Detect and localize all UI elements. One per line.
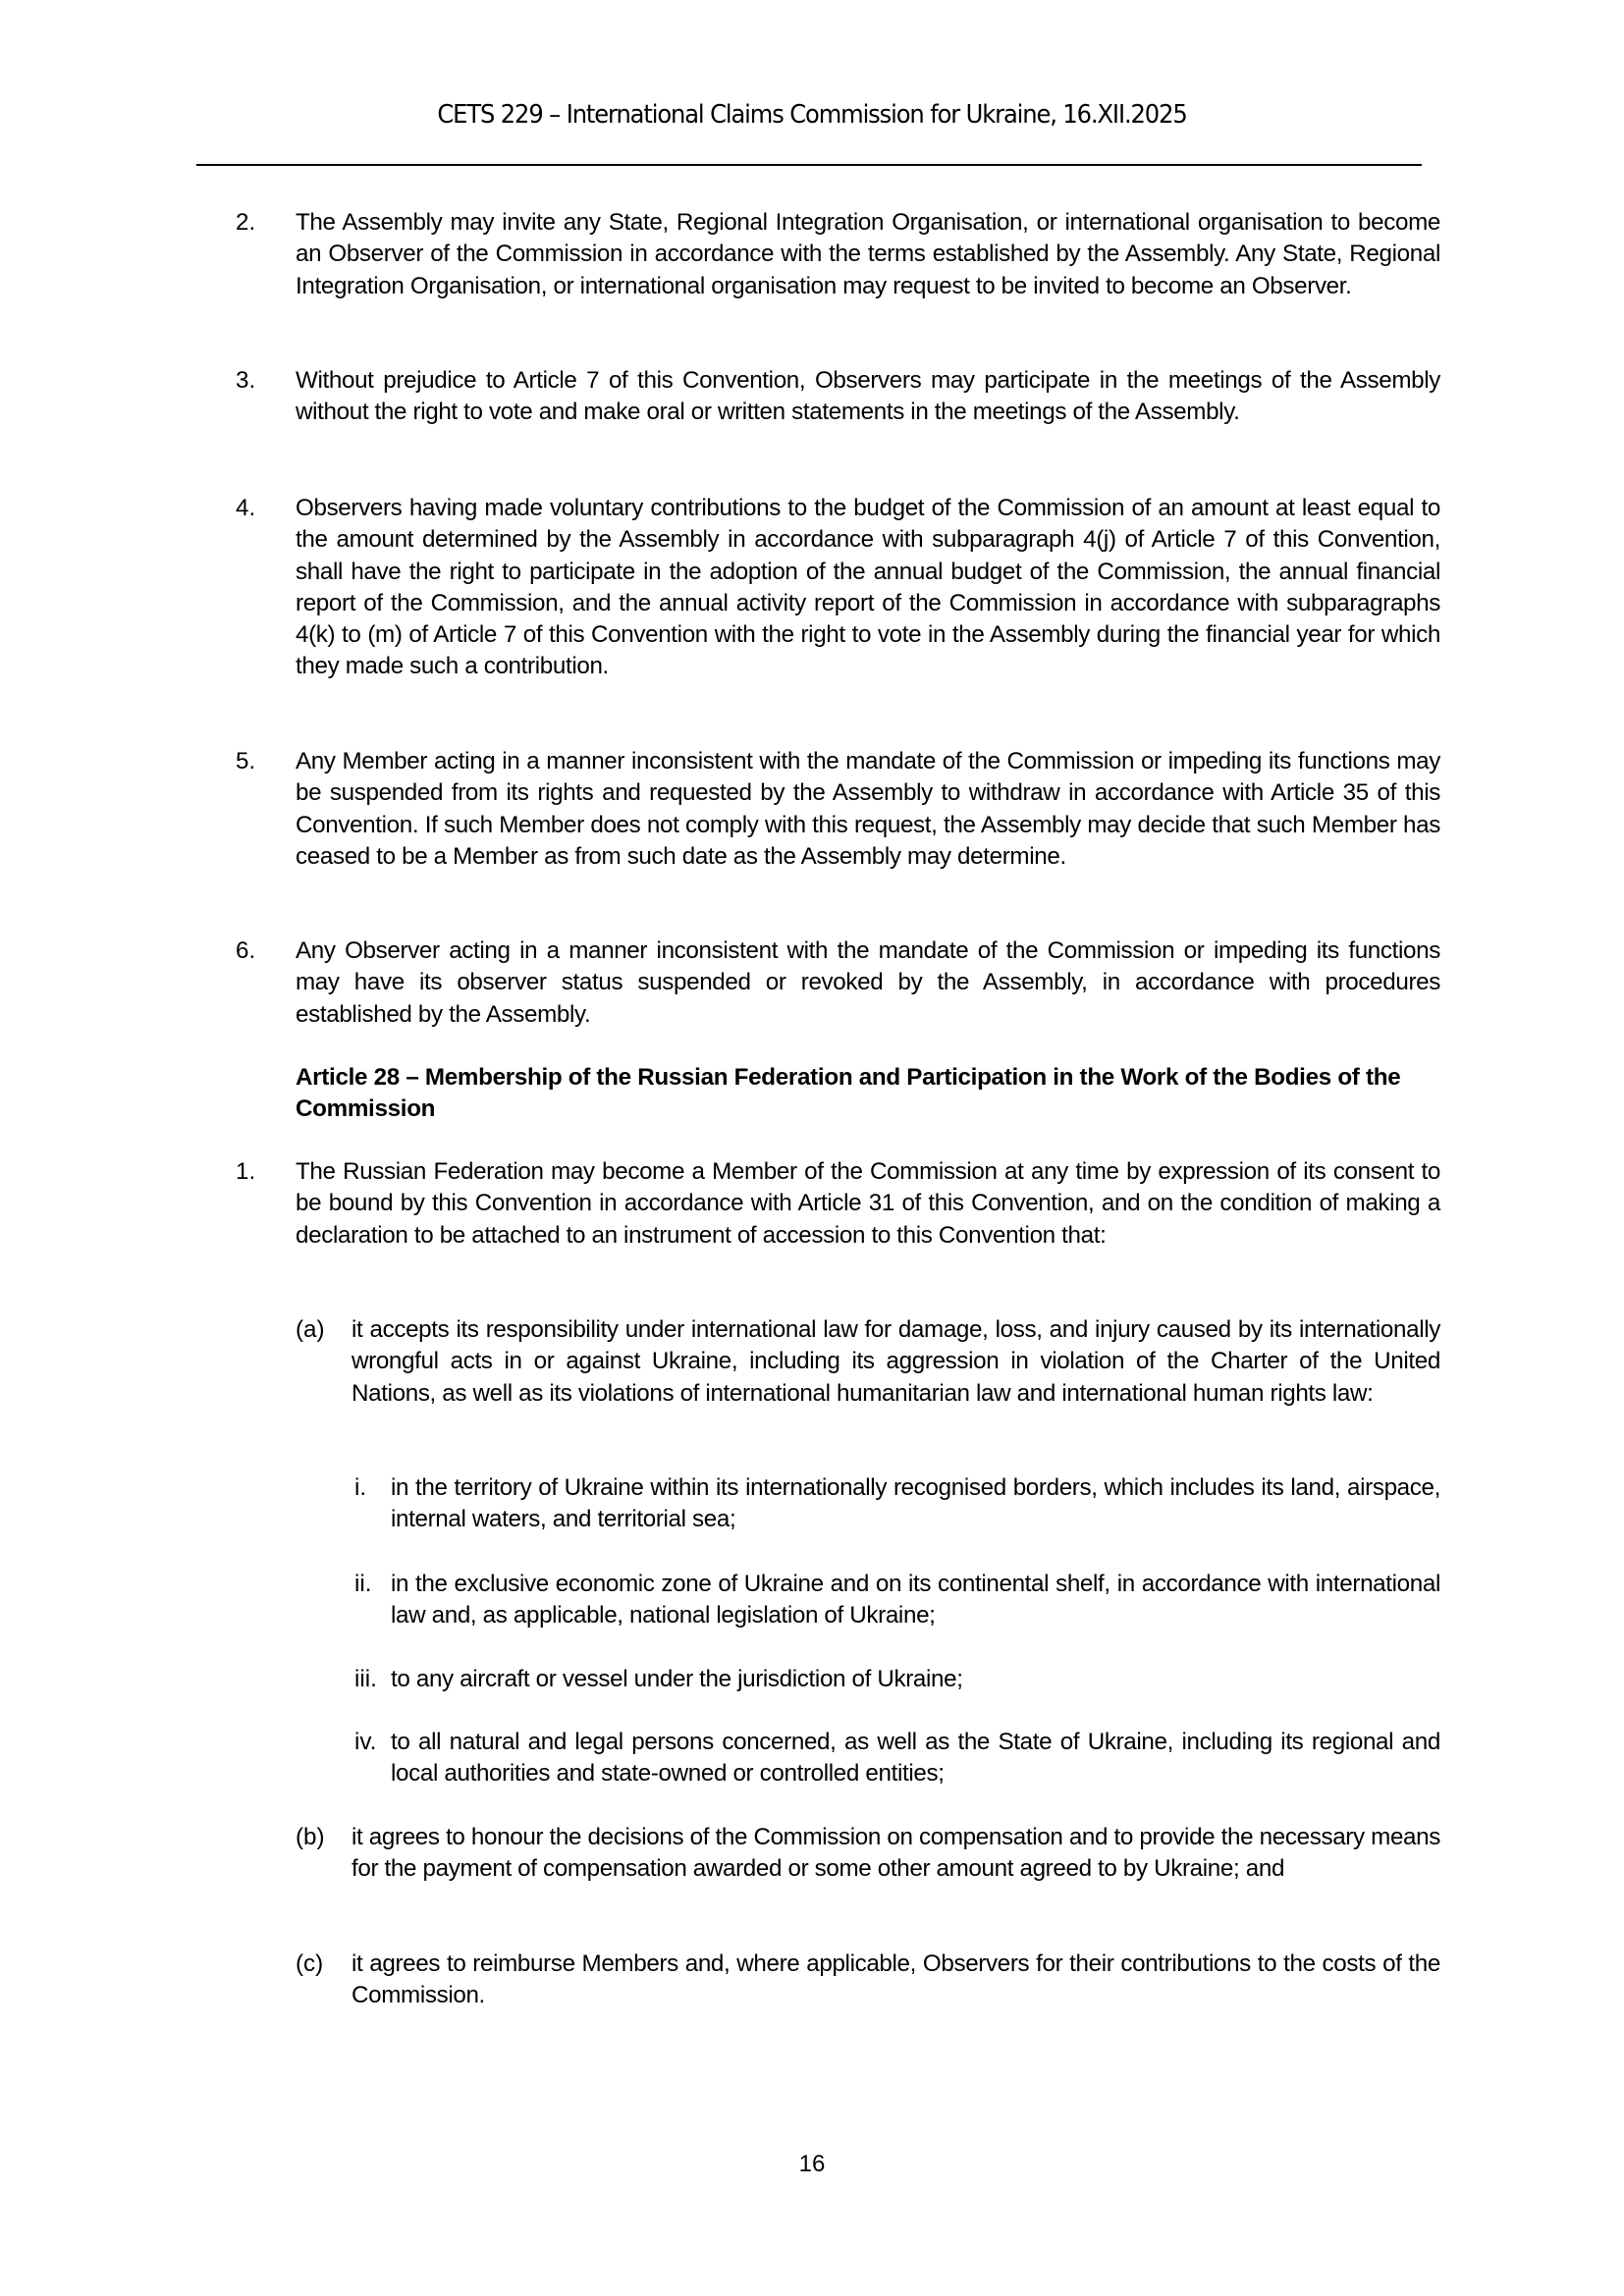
paragraph-text: Any Member acting in a manner inconsistent with the mandate of the Commission or impeding its functions may be suspended from its rights and requested by the Assembly to withdraw in accordance with Article 35 of this Convention. If such Member does not comply with this request, the Assembly may decide that such Member has ceased to be a Member as from such date as the Assembly may determine. [296, 748, 1440, 870]
subitem-label: iv. [354, 1729, 377, 1755]
item-text: it agrees to honour the decisions of the Commission on compensation and to provide the necessary means for the payment of compensation awarded or some other amount agreed to by Ukraine; and [352, 1824, 1440, 1883]
item-c [352, 1949, 1440, 2012]
paragraph-text: The Russian Federation may become a Member of the Commission at any time by expression of its consent to be bound by this Convention in accordance with Article 31 of this Convention, and on the condition of making a declaration to be attached to an instrument of accession to this Convention that: [296, 1158, 1440, 1249]
paragraph-2 [296, 207, 1440, 302]
subitem-label: ii. [354, 1571, 372, 1597]
header-rule [196, 164, 1422, 166]
article-heading: Article 28 – Membership of the Russian Federation and Participation in the Work of the Bodies of the Commission [296, 1064, 1401, 1123]
paragraph-number: 5. [236, 748, 256, 774]
paragraph-5 [296, 746, 1440, 873]
paragraph-text: The Assembly may invite any State, Regional Integration Organisation, or international organisation to become an Observer of the Commission in accordance with the terms established by the Assembly. Any State, Regional Integration Organisation, or international organisation may request to be invited to become an Observer. [296, 209, 1440, 299]
subitem-iii [391, 1664, 1440, 1695]
page-number: 16 [798, 2151, 826, 2177]
subitem-text: in the territory of Ukraine within its internationally recognised borders, which includes its land, airspace, internal waters, and territorial sea; [391, 1474, 1440, 1533]
item-label: (c) [296, 1950, 324, 1977]
paragraph-number: 1. [236, 1158, 256, 1185]
paragraph-3 [296, 365, 1440, 429]
subitem-ii [391, 1569, 1440, 1632]
paragraph-number: 4. [236, 495, 256, 521]
subitem-iv [391, 1727, 1440, 1790]
paragraph-4 [296, 493, 1440, 683]
subitem-text: in the exclusive economic zone of Ukraine and on its continental shelf, in accordance with international law and, as applicable, national legislation of Ukraine; [391, 1571, 1440, 1629]
subitem-label: i. [354, 1474, 367, 1501]
item-text: it agrees to reimburse Members and, where applicable, Observers for their contributions to the costs of the Commission. [352, 1950, 1440, 2009]
paragraph-text: Without prejudice to Article 7 of this Convention, Observers may participate in the meetings of the Assembly without the right to vote and make oral or written statements in the meetings of the Assembly. [296, 367, 1440, 426]
item-label: (b) [296, 1824, 325, 1850]
paragraph-number: 3. [236, 367, 256, 394]
paragraph-text: Observers having made voluntary contributions to the budget of the Commission of an amount at least equal to the amount determined by the Assembly in accordance with subparagraph 4(j) of Article 7 of this Convention, shall have the right to participate in the adoption of the annual budget of the Commission, the annual financial report of the Commission, and the annual activity report of the Commission in accordance with subparagraphs 4(k) to (m) of Article 7 of this Convention with the right to vote in the Assembly during the financial year for which they made such a contribution. [296, 495, 1440, 680]
subitem-text: to all natural and legal persons concerned, as well as the State of Ukraine, including its regional and local authorities and state-owned or controlled entities; [391, 1729, 1440, 1788]
item-label: (a) [296, 1316, 325, 1343]
paragraph-text: Any Observer acting in a manner inconsistent with the mandate of the Commission or impeding its functions may have its observer status suspended or revoked by the Assembly, in accordance with procedures established by the Assembly. [296, 937, 1440, 1028]
item-a [352, 1314, 1440, 1410]
paragraph-number: 6. [236, 937, 256, 964]
item-b [352, 1822, 1440, 1886]
paragraph-6 [296, 935, 1440, 1031]
subitem-i [391, 1472, 1440, 1536]
item-text: it accepts its responsibility under international law for damage, loss, and injury caused by its internationally wrongful acts in or against Ukraine, including its aggression in violation of the Charter of the United Nations, as well as its violations of international humanitarian law and international human rights law: [352, 1316, 1440, 1407]
article-paragraph-1 [296, 1156, 1440, 1252]
subitem-label: iii. [354, 1666, 377, 1692]
running-header-title: CETS 229 – International Claims Commission for Ukraine, 16.XII.2025 [437, 100, 1187, 130]
paragraph-number: 2. [236, 209, 256, 236]
subitem-text: to any aircraft or vessel under the jurisdiction of Ukraine; [391, 1666, 963, 1692]
